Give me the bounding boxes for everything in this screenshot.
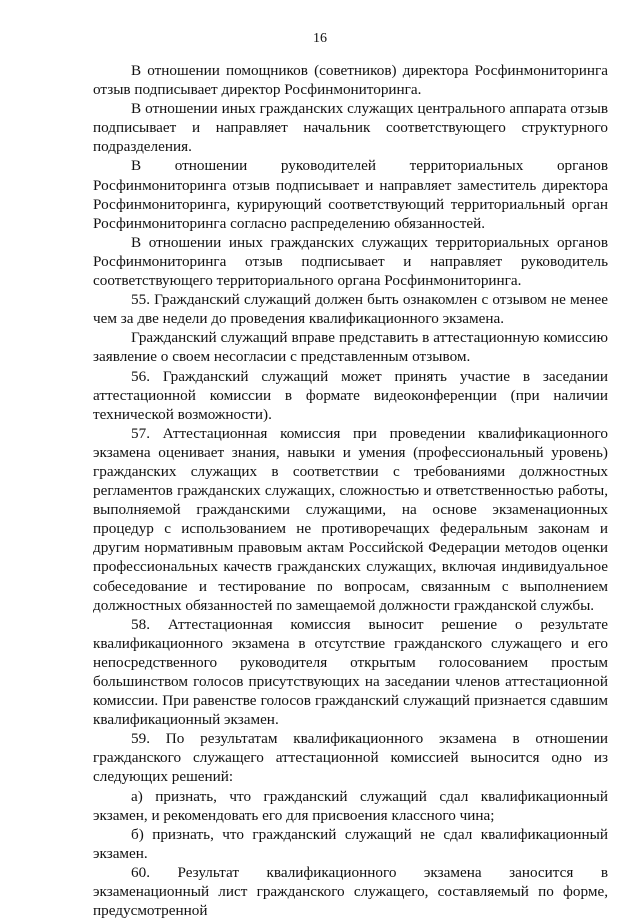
paragraph-territorial-heads-review: В отношении руководителей территориальных органов Росфинмониторинга отзыв подписывает и направляет заместитель директора Росфинмониторинга, курирующий соответствующий территориальный орган Росфинмониторинга согласно распределению обязанностей. [93, 157, 608, 232]
paragraph-item-57: 57. Аттестационная комиссия при проведении квалификационного экзамена оценивает знания, навыки и умения (профессиональный уровень) гражданских служащих в соответствии с требованиями должностных регламентов гражданских служащих, сложностью и ответственностью работы, выполняемой гражданскими служащими, на основе экзаменационных процедур с использованием не противоречащих федеральным законам и другим нормативным правовым актам Российской Федерации методов оценки профессиональных качеств гражданских служащих, включая индивидуальное собеседование и тестирование по вопросам, связанным с выполнением должностных обязанностей по замещаемой должности гражданской службы. [93, 424, 608, 614]
paragraph-item-60: 60. Результат квалификационного экзамена заносится в экзаменационный лист гражданского служащего, составляемый по форме, предусмотренной [93, 863, 608, 920]
paragraph-territorial-staff-review: В отношении иных гражданских служащих территориальных органов Росфинмониторинга отзыв подписывает и направляет руководитель соответствующего территориального органа Росфинмониторинга. [93, 233, 608, 290]
paragraph-item-55: 55. Гражданский служащий должен быть ознакомлен с отзывом не менее чем за две недели до проведения квалификационного экзамена. [93, 291, 608, 328]
paragraph-item-56: 56. Гражданский служащий может принять участие в заседании аттестационной комиссии в формате видеоконференции (при наличии технической возможности). [93, 367, 608, 423]
paragraph-item-58: 58. Аттестационная комиссия выносит решение о результате квалификационного экзамена в отсутствие гражданского служащего и его непосредственного руководителя открытым голосованием простым большинством голосов присутствующих на заседании членов аттестационной комиссии. При равенстве голосов гражданский служащий признается сдавшим квалификационный экзамен. [93, 615, 608, 729]
paragraph-central-office-review: В отношении иных гражданских служащих центрального аппарата отзыв подписывает и направляет начальник соответствующего структурного подразделения. [93, 100, 608, 156]
page-number: 16 [313, 31, 327, 46]
document-body [93, 61, 608, 920]
paragraph-disagreement-statement: Гражданский служащий вправе представить в аттестационную комиссию заявление о своем несогласии с представленным отзывом. [93, 329, 608, 366]
paragraph-assistants-review: В отношении помощников (советников) директора Росфинмониторинга отзыв подписывает директор Росфинмониторинга. [93, 62, 608, 99]
paragraph-decision-b: б) признать, что гражданский служащий не сдал квалификационный экзамен. [93, 825, 608, 862]
paragraph-decision-a: а) признать, что гражданский служащий сдал квалификационный экзамен, и рекомендовать его для присвоения классного чина; [93, 787, 608, 824]
paragraph-item-59: 59. По результатам квалификационного экзамена в отношении гражданского служащего аттестационной комиссией выносится одно из следующих решений: [93, 730, 608, 786]
